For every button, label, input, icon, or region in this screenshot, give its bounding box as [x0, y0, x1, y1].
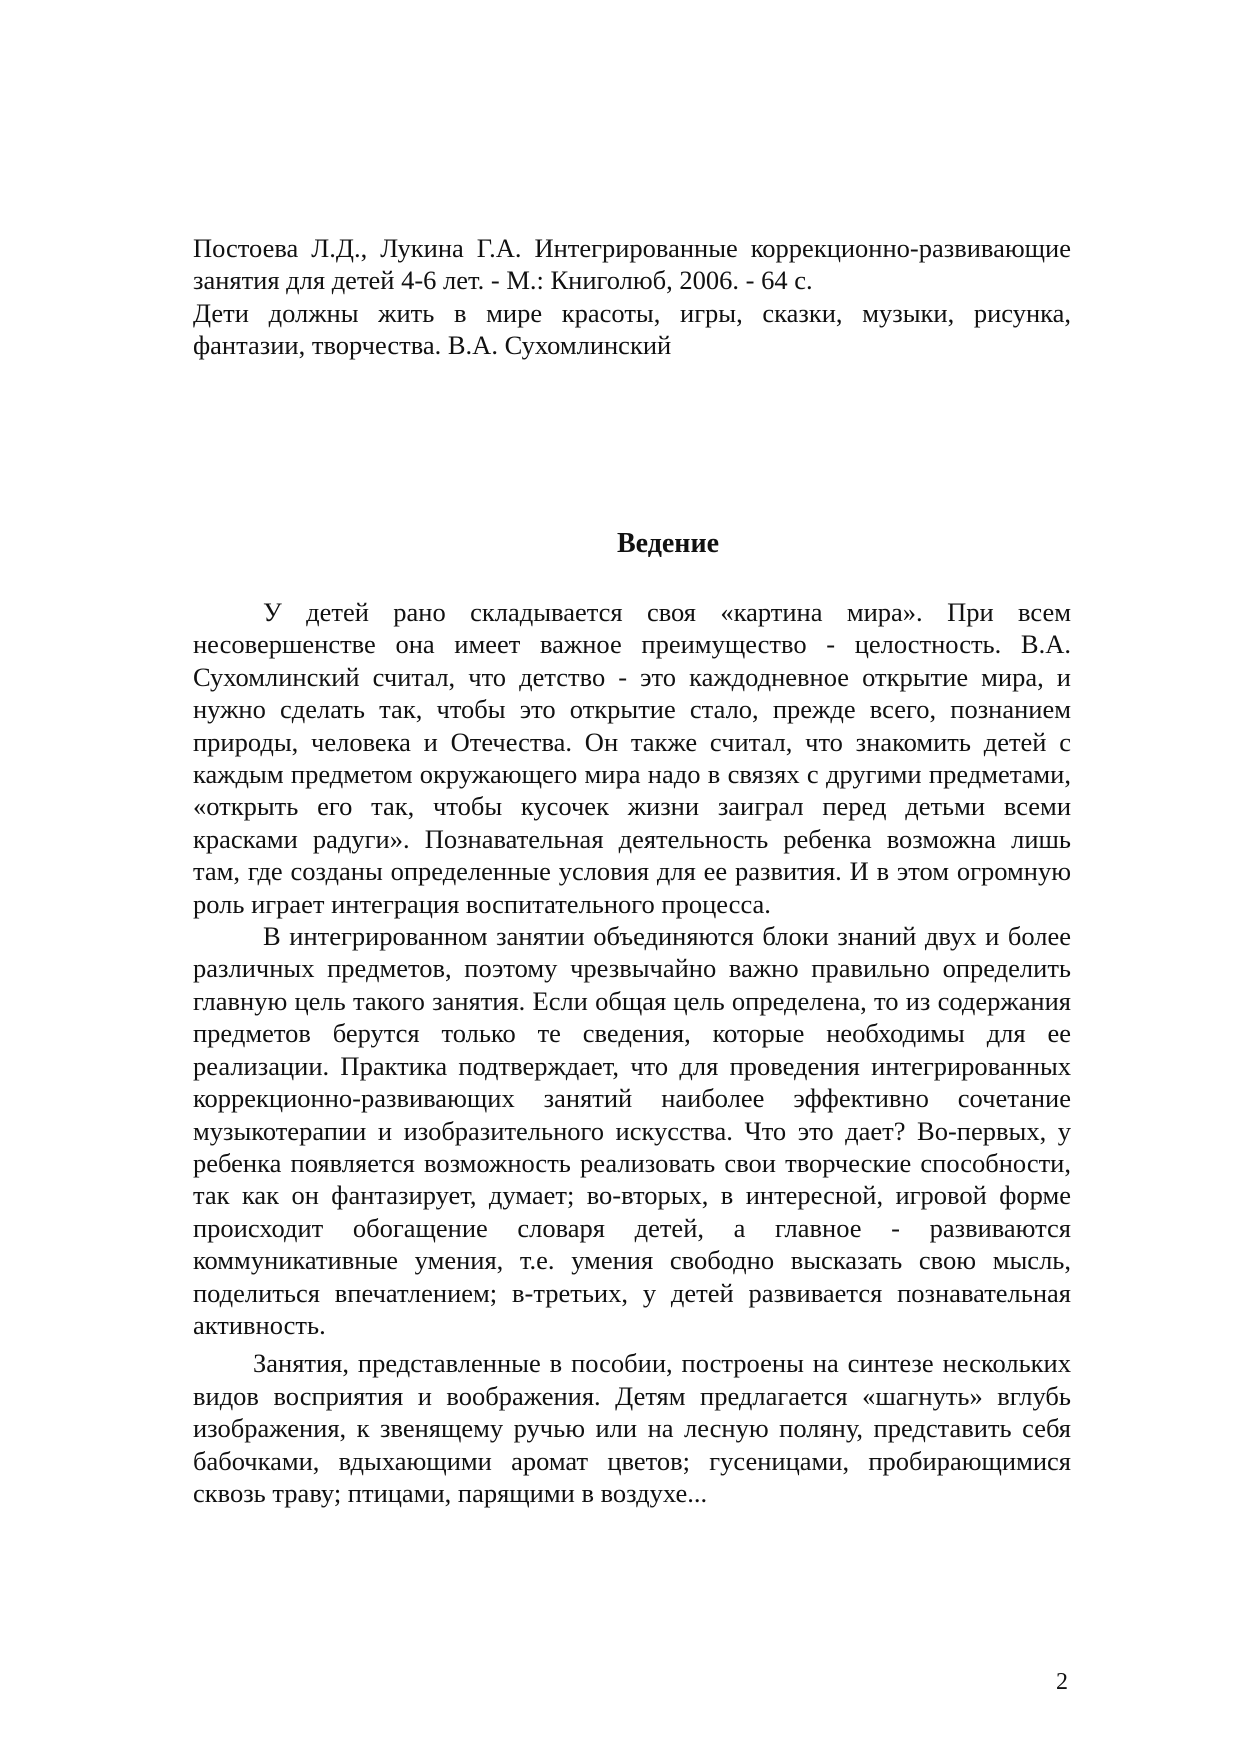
body-text — [193, 596, 1071, 1509]
section-title: Ведение — [616, 528, 720, 559]
paragraph-2: В интегрированном занятии объединяются блоки знаний двух и более различных предметов, поэтому чрезвычайно важно правильно определить главную цель такого занятия. Если общая цель определена, то из содержания предметов берутся только те сведения, которые необходимы для ее реализации. Практика подтверждает, что для проведения интегрированных коррекционно-развивающих занятий наиболее эффективно сочетание музыкотерапии и изобразительного искусства. Что это дает? Во-первых, у ребенка появляется возможность реализовать свои творческие способности, так как он фантазирует, думает; во-вторых, в интересной, игровой форме происходит обогащение словаря детей, а главное - развиваются коммуникативные умения, т.е. умения свободно высказать свою мысль, поделиться впечатлением; в-третьих, у детей развивается познавательная активность. — [193, 921, 1071, 1340]
paragraph-3: Занятия, представленные в пособии, построены на синтезе нескольких видов восприятия и воображения. Детям предлагается «шагнуть» вглубь изображения, к звенящему ручью или на лесную поляну, представить себя бабочками, вдыхающими аромат цветов; гусеницами, пробирающимися сквозь траву; птицами, парящими в воздухе... — [193, 1348, 1071, 1508]
epigraph: Дети должны жить в мире красоты, игры, сказки, музыки, рисунка, фантазии, творчества. В.А. Сухомлинский — [193, 297, 1071, 361]
bibliographic-reference: Постоева Л.Д., Лукина Г.А. Интегрированные коррекционно-развивающие занятия для детей 4-6 лет. - М.: Книголюб, 2006. - 64 с. — [193, 233, 1071, 296]
page-number: 2 — [1056, 1669, 1068, 1695]
paragraph-1: У детей рано складывается своя «картина мира». При всем несовершенстве она имеет важное преимущество - целостность. В.А. Сухомлинский считал, что детство - это каждодневное открытие мира, и нужно сделать так, чтобы это открытие стало, прежде всего, познанием природы, человека и Отечества. Он также считал, что знакомить детей с каждым предметом окружающего мира надо в связях с другими предметами, «открыть его так, чтобы кусочек жизни заиграл перед детьми всеми красками радуги». Познавательная деятельность ребенка возможна лишь там, где созданы определенные условия для ее развития. И в этом огромную роль играет интеграция воспитательного процесса. — [193, 597, 1071, 919]
header-block — [193, 232, 1071, 362]
